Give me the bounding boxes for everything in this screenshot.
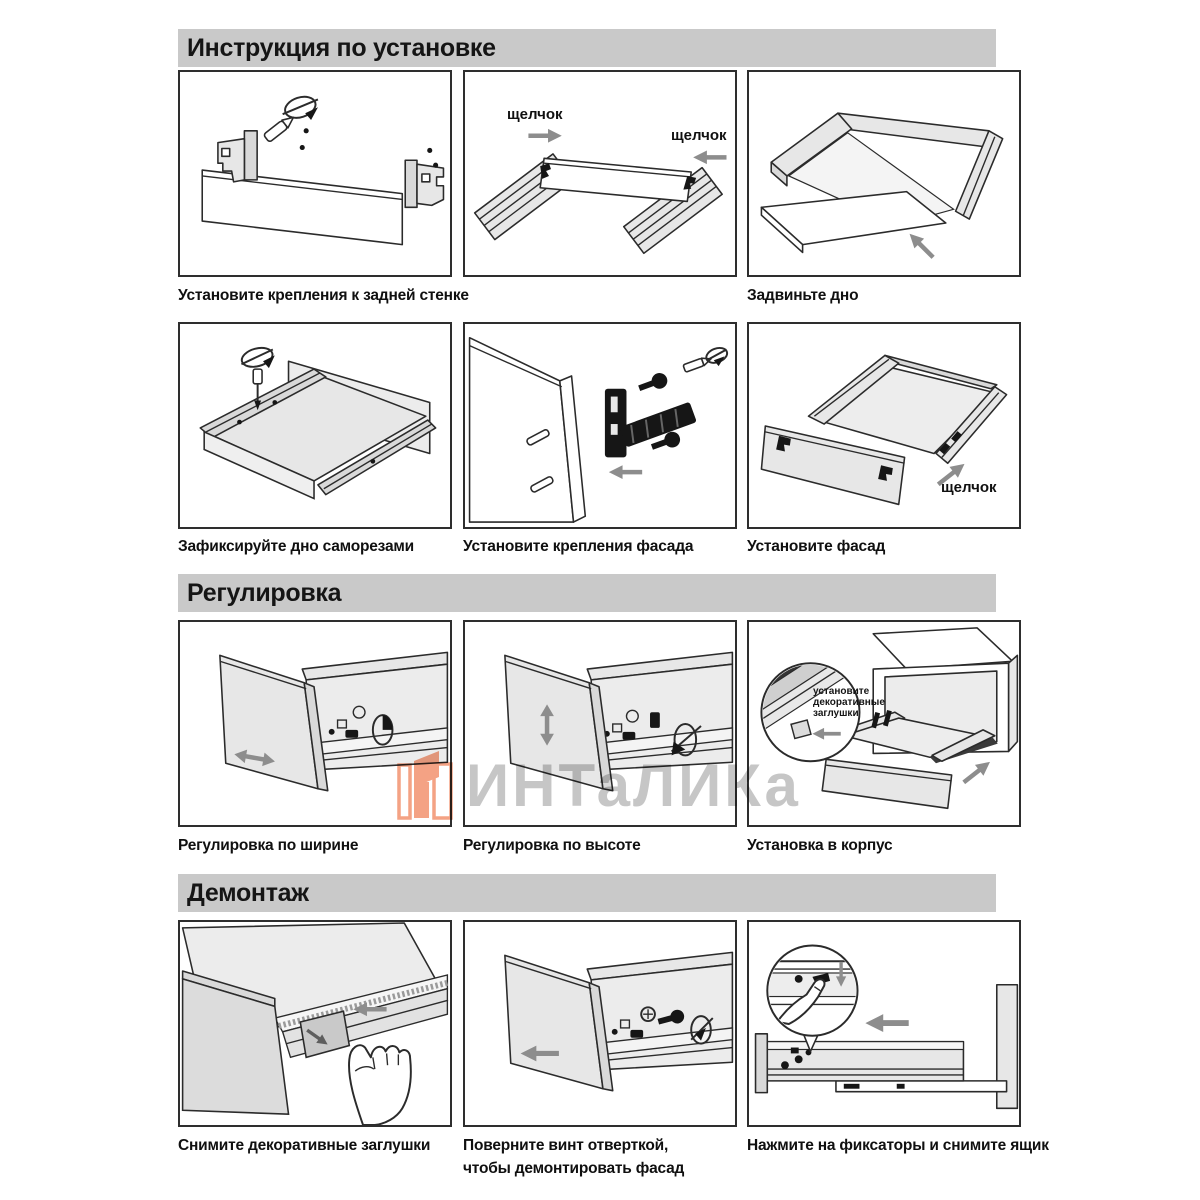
- snap-arrow-right: [693, 150, 726, 164]
- press-latches-arrow: [865, 1014, 908, 1032]
- caption-slide-bottom: Задвиньте дно: [747, 287, 859, 304]
- watermark-text: ИНТаЛИКа: [466, 752, 801, 819]
- caption-turn-screw-line2: чтобы демонтировать фасад: [463, 1160, 685, 1177]
- section-header-removal: Демонтаж: [178, 874, 996, 912]
- panel-slide-bottom: [747, 70, 1021, 277]
- panel-press-latches: [747, 920, 1021, 1127]
- slide-bottom-illustration: [749, 72, 1019, 275]
- snap-arrow-left: [528, 129, 561, 143]
- front-brackets-illustration: [465, 324, 735, 527]
- panel-remove-caps: [178, 920, 452, 1127]
- inset-note: установите декоративные заглушки: [813, 686, 885, 719]
- panel-turn-screw: [463, 920, 737, 1127]
- panel-height-adjust: [463, 620, 737, 827]
- panel-fix-bottom: [178, 322, 452, 529]
- cabinet-install-illustration: [749, 622, 1019, 825]
- install-front-illustration: [749, 324, 1019, 527]
- caption-turn-screw-line1: Поверните винт отверткой,: [463, 1137, 669, 1154]
- width-adjust-illustration: [180, 622, 450, 825]
- caption-width-adjust: Регулировка по ширине: [178, 837, 359, 854]
- section-header-install: Инструкция по установке: [178, 29, 996, 67]
- turn-screw-illustration: [465, 922, 735, 1125]
- back-brackets-illustration: [180, 72, 450, 275]
- caption-install-front: Установите фасад: [747, 538, 886, 555]
- section-header-adjust: Регулировка: [178, 574, 996, 612]
- snap-rails-illustration: [465, 72, 735, 275]
- caption-back-brackets: Установите крепления к задней стенке: [178, 287, 469, 304]
- caption-front-brackets: Установите крепления фасада: [463, 538, 694, 555]
- panel-snap-rails: [463, 70, 737, 277]
- caption-height-adjust: Регулировка по высоте: [463, 837, 641, 854]
- caption-remove-caps: Снимите декоративные заглушки: [178, 1137, 431, 1154]
- click-label-right: щелчок: [671, 127, 727, 144]
- cabinet-arrow: [960, 756, 995, 787]
- height-adjust-illustration: [465, 622, 735, 825]
- panel-install-front: [747, 322, 1021, 529]
- front-brackets-arrow: [609, 465, 642, 479]
- caption-press-latches: Нажмите на фиксаторы и снимите ящик: [747, 1137, 1049, 1154]
- remove-caps-illustration: [180, 922, 450, 1125]
- panel-front-brackets: [463, 322, 737, 529]
- caption-turn-screw: [463, 1134, 684, 1180]
- caption-fix-bottom: Зафиксируйте дно саморезами: [178, 538, 414, 555]
- click-label-left: щелчок: [507, 106, 563, 123]
- panel-back-brackets: [178, 70, 452, 277]
- fix-bottom-illustration: [180, 324, 450, 527]
- click-label: щелчок: [941, 479, 997, 496]
- panel-width-adjust: [178, 620, 452, 827]
- slide-arrow: [905, 229, 938, 262]
- caption-cabinet-install: Установка в корпус: [747, 837, 893, 854]
- panel-cabinet-install: [747, 620, 1021, 827]
- press-latches-illustration: [749, 922, 1019, 1125]
